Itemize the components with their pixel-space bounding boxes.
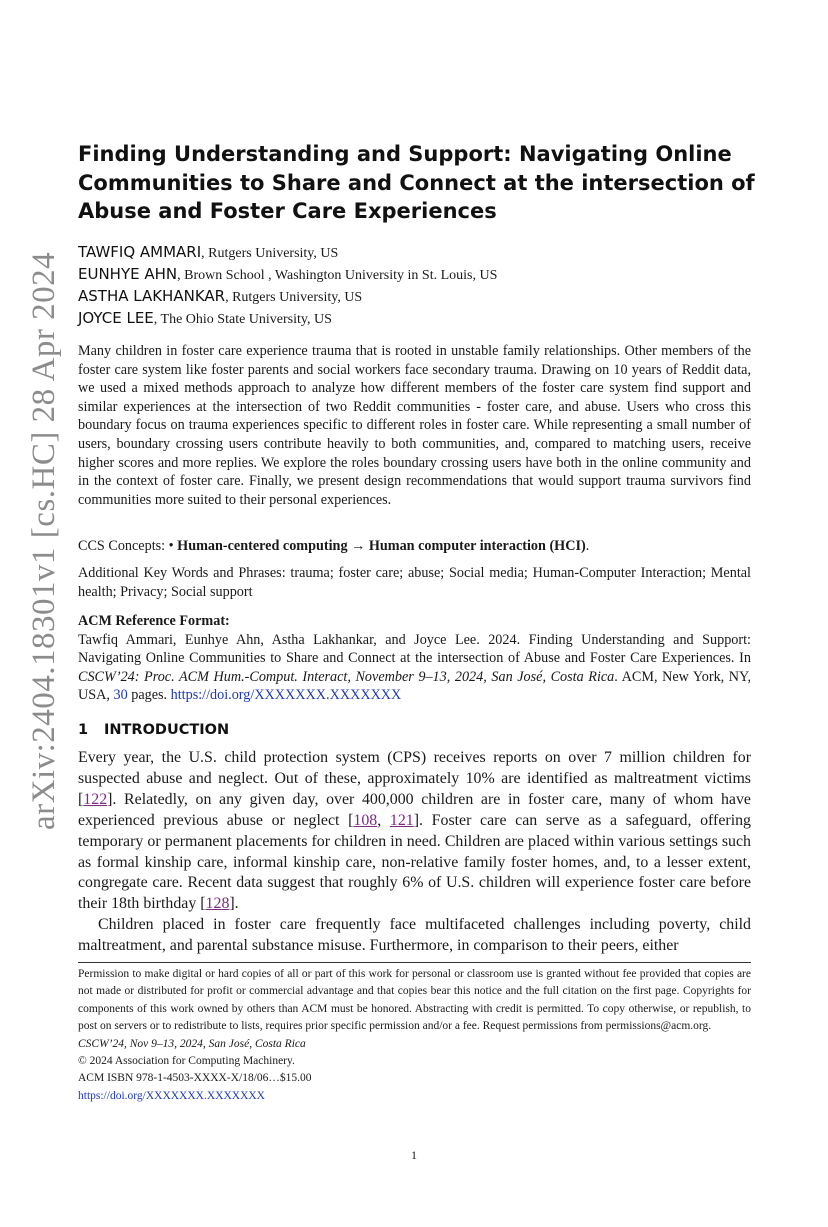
author-entry [78,243,778,265]
author-affiliation: , Rutgers University, US [201,246,339,261]
footnote-isbn: ACM ISBN 978-1-4503-XXXX-X/18/06…$15.00 [78,1072,312,1085]
page-number: 1 [411,1148,417,1162]
ccs-suffix: . [585,538,590,554]
author-name: ASTHA LAKHANKAR [78,287,226,305]
footnote-venue: CSCW’24, Nov 9–13, 2024, San José, Costa Rica [78,1037,306,1050]
title-line: Communities to Share and Connect at the intersection of [78,170,755,195]
intro-text: ]. [229,895,239,913]
author-affiliation: , The Ohio State University, US [153,312,332,327]
author-entry [78,287,778,309]
acm-reference-text: pages. [127,687,171,704]
intro-paragraph [78,748,751,915]
page-count-link[interactable]: 30 [113,687,128,704]
keywords: Additional Key Words and Phrases: trauma; foster care; abuse; Social media; Human-Computer Interaction; Mental health; Privacy; Social support [78,565,751,600]
author-affiliation: , Rutgers University, US [225,290,363,305]
permission-notice: Permission to make digital or hard copies of all or part of this work for personal or classroom use is granted without fee provided that copies are not made or distributed for profit or commercial advantage and that copies bear this notice and the full citation on the first page. Copyrights for components of this work owned by others than ACM must be honored. Abstracting with credit is permitted. To copy otherwise, or republish, to post on servers or to redistribute to lists, requires prior specific permission and/or a fee. Request permissions from permissions@acm.org. [78,968,751,1033]
citation-link[interactable]: 122 [83,790,108,808]
section-title: INTRODUCTION [104,722,230,738]
acm-reference-venue: CSCW’24: Proc. ACM Hum.-Comput. Interact, November 9–13, 2024, San José, Costa Rica [78,668,615,685]
acm-reference-heading: ACM Reference Format: [78,613,230,629]
intro-text: ]. Relatedly, on any given day, over 400,000 children are in foster care, many of whom have experienced previous abuse or neglect [ [78,790,751,829]
arxiv-identifier-stamp: arXiv:2404.18301v1 [cs.HC] 28 Apr 2024 [26,251,62,830]
author-list [78,243,778,331]
introduction-body [78,748,751,957]
paper-title [78,140,758,226]
author-entry [78,265,778,287]
intro-text: , [377,811,390,829]
citation-link[interactable]: 128 [205,895,230,913]
author-entry [78,309,778,331]
acm-reference-text: . ACM, New York, NY, USA, [78,668,752,704]
intro-text: ]. Foster care can serve as a safeguard, offering temporary or permanent placements for children in need. Children are placed within various settings such as formal kinship care, informal kinship care, non-relative family foster homes, and, to a lesser extent, congregate care. Recent data suggest that roughly 6% of U.S. children will experience foster care before their 18th birthday [ [78,811,751,913]
author-name: EUNHYE AHN [78,265,178,283]
author-name: JOYCE LEE [78,309,154,327]
footnote-copyright: © 2024 Association for Computing Machinery. [78,1055,295,1068]
section-number: 1 [78,722,89,738]
citation-link[interactable]: 108 [353,811,378,829]
ccs-prefix: CCS Concepts: • [78,538,178,554]
title-line: Finding Understanding and Support: Navigating Online [78,142,732,166]
ccs-concepts [78,537,751,556]
intro-text: Every year, the U.S. child protection system (CPS) receives reports on over 7 million children for suspected abuse and neglect. Out of these, approximately 10% are identified as maltreatment victims [ [78,749,751,808]
ccs-concepts-text: Human-centered computing → Human computer interaction (HCI) [177,538,586,554]
author-name: TAWFIQ AMMARI [78,243,202,261]
abstract: Many children in foster care experience trauma that is rooted in unstable family relationships. Other members of the foster care system like foster parents and social workers face secondary trauma. Drawing on 10 years of Reddit data, we used a mixed methods approach to analyze how different members of the foster care system find support and similar experiences at the intersection of two Reddit communities - foster care, and abuse. Users who cross this boundary focus on trauma experiences specific to different roles in foster care. While representing a small number of users, boundary crossing users contribute heavily to both communities, and, compared to matching users, receive higher scores and more replies. We explore the roles boundary crossing users have both in the online community and in the context of foster care. Finally, we present design recommendations that would support trauma survivors find communities more suited to their personal experiences. [78,343,751,508]
footnote-doi-link[interactable]: https://doi.org/XXXXXXX.XXXXXXX [78,1089,265,1102]
section-heading [78,722,229,738]
copyright-footnote [78,966,751,1105]
footnote-divider [78,962,751,963]
acm-reference-text: Tawfiq Ammari, Eunhye Ahn, Astha Lakhankar, and Joyce Lee. 2024. Finding Understanding and Support: Navigating Online Communities to Share and Connect at the intersection of Abuse and Foster Care Experiences. In [78,631,751,667]
intro-paragraph: Children placed in foster care frequently face multifaceted challenges including poverty, child maltreatment, and parental substance misuse. Furthermore, in comparison to their peers, either [78,916,751,955]
doi-link[interactable]: https://doi.org/XXXXXXX.XXXXXXX [170,687,402,704]
author-affiliation: , Brown School , Washington University in St. Louis, US [177,268,498,283]
citation-link[interactable]: 121 [389,811,414,829]
title-line: Abuse and Foster Care Experiences [78,199,497,223]
acm-reference-format [78,612,751,705]
